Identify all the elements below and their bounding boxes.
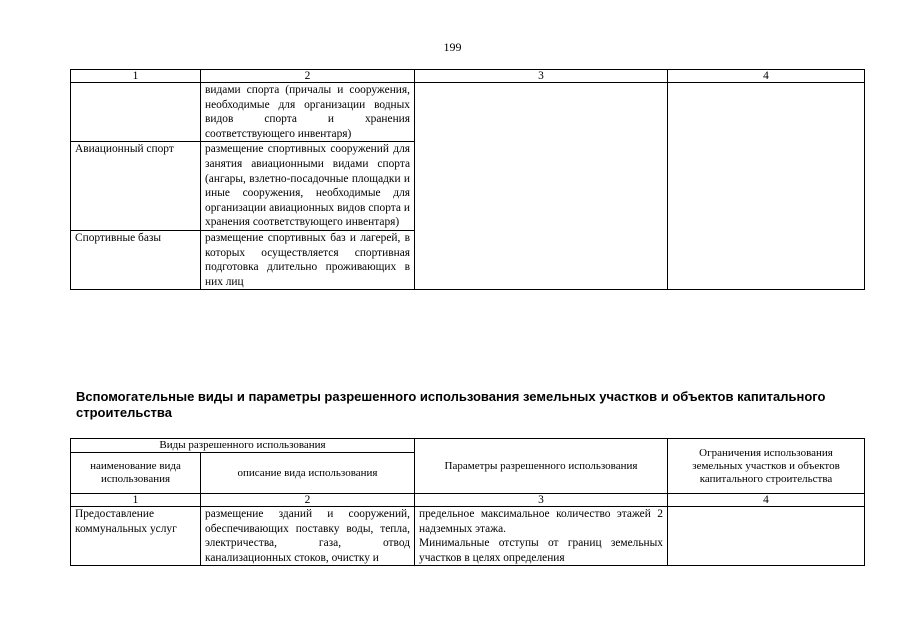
parameters-cell	[415, 507, 668, 566]
column-number: 3	[415, 70, 668, 83]
use-description-cell: размещение спортивных сооружений для занятия авиационными видами спорта (ангары, взлетно-посадочные площадки и иные сооружения, необходимые для организации авиационных видов спорта и хранения соответствующего инвентаря)	[201, 142, 415, 231]
header-use-description: описание вида использования	[201, 453, 415, 494]
parameters-text: Минимальные отступы от границ земельных участков в целях определения	[419, 537, 663, 564]
restrictions-cell	[668, 507, 865, 566]
use-name-cell: Авиационный спорт	[71, 142, 201, 231]
parameters-cell	[415, 83, 668, 290]
header-parameters: Параметры разрешенного использования	[415, 439, 668, 494]
column-number: 4	[668, 70, 865, 83]
header-restrictions: Ограничения использования земельных участков и объектов капитального строительства	[668, 439, 865, 494]
permitted-use-table-continued	[70, 69, 865, 290]
table-row	[71, 83, 865, 142]
column-number-row	[71, 494, 865, 507]
parameters-text: предельное максимальное количество этажей 2 надземных этажа.	[419, 508, 663, 535]
use-description-cell: размещение зданий и сооружений, обеспечивающих поставку воды, тепла, электричества, газа, отвод канализационных стоков, очистку и	[201, 507, 415, 566]
use-name-cell: Предоставление коммунальных услуг	[71, 507, 201, 566]
use-description-cell: размещение спортивных баз и лагерей, в которых осуществляется спортивная подготовка длительно проживающих в них лиц	[201, 230, 415, 289]
column-number: 1	[71, 70, 201, 83]
header-permitted-uses: Виды разрешенного использования	[71, 439, 415, 453]
use-name-cell: Спортивные базы	[71, 230, 201, 289]
auxiliary-use-table	[70, 438, 865, 566]
column-number: 2	[201, 494, 415, 507]
table-row	[71, 507, 865, 566]
header-use-name: наименование вида использования	[71, 453, 201, 494]
restrictions-cell	[668, 83, 865, 290]
column-number: 1	[71, 494, 201, 507]
page-number: 199	[443, 40, 462, 54]
column-number: 4	[668, 494, 865, 507]
column-number-row	[71, 70, 865, 83]
header-row	[71, 439, 865, 453]
use-name-cell	[71, 83, 201, 142]
column-number: 2	[201, 70, 415, 83]
column-number: 3	[415, 494, 668, 507]
section-heading: Вспомогательные виды и параметры разрешенного использования земельных участков и объектов капитального строительства	[76, 389, 826, 420]
use-description-cell: видами спорта (причалы и сооружения, необходимые для организации водных видов спорта и хранения соответствующего инвентаря)	[201, 83, 415, 142]
